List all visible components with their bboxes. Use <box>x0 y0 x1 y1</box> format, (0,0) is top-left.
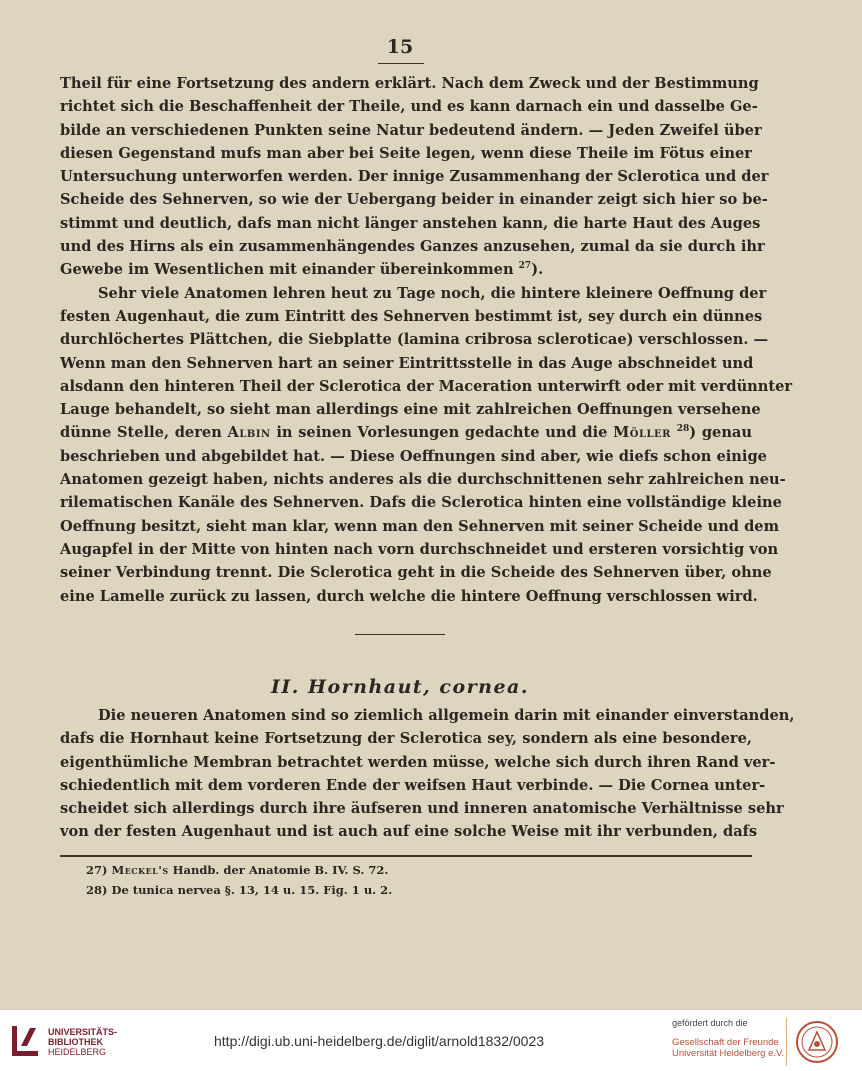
text-line: Oeffnung besitzt, sieht man klar, wenn man den Sehnerven mit seiner Scheide und dem <box>60 517 780 535</box>
text-line: Wenn man den Sehnerven hart an seiner Eintrittsstelle in das Auge abschneidet und <box>60 354 754 372</box>
text-line: und des Hirns als ein zusammenhängendes Ganzes anzusehen, zumal da sie durch ihr <box>60 238 765 256</box>
text-fragment: ). <box>531 261 544 279</box>
footnotes <box>86 860 392 900</box>
library-name: UNIVERSITÄTS- BIBLIOTHEK HEIDELBERG <box>48 1027 118 1057</box>
section-heading: II. Hornhaut, cornea. <box>271 676 529 698</box>
text-fragment: in seinen Vorlesungen gedachte und die <box>276 424 608 442</box>
text-line: eine Lamelle zurück zu lassen, durch welche die hintere Oeffnung verschlossen wird. <box>60 587 758 605</box>
text-line: Theil für eine Fortsetzung des andern erklärt. Nach dem Zweck und der Bestimmung <box>60 75 759 92</box>
text-line <box>60 421 752 444</box>
footer-divider <box>786 1018 787 1066</box>
text-line: dafs die Hornhaut keine Fortsetzung der Sclerotica sey, sondern als eine besondere, <box>60 730 752 748</box>
footnote-text: Handb. der Anatomie B. IV. S. 72. <box>172 863 389 877</box>
digitization-footer <box>0 1010 862 1071</box>
text-line: festen Augenhaut, die zum Eintritt des Sehnerven bestimmt ist, sey durch ein dünnes <box>60 307 763 325</box>
sponsor-name: Gesellschaft der Freunde Universität Heidelberg e.V. <box>672 1037 785 1059</box>
footnote-author: Meckel's <box>111 863 169 877</box>
page-number-rule <box>378 63 424 64</box>
text-line: alsdann den hinteren Theil der Sclerotica der Maceration unterwirft oder mit verdünnter <box>60 377 793 395</box>
text-line: eigenthümliche Membran betrachtet werden müsse, welche sich durch ihren Rand ver- <box>60 753 776 771</box>
text-line: richtet sich die Beschaffenheit der Theile, und es kann darnach ein und dasselbe Ge- <box>60 98 758 116</box>
footnote <box>86 860 392 880</box>
university-seal-icon <box>795 1020 839 1064</box>
page-number: 15 <box>386 36 414 58</box>
text-line: von der festen Augenhaut und ist auch auf eine solche Weise mit ihr verbunden, dafs <box>60 823 758 841</box>
text-line <box>60 258 752 281</box>
section-divider <box>355 634 445 635</box>
text-line: beschrieben und abgebildet hat. — Diese Oeffnungen sind aber, wie diefs schon einige <box>60 447 767 465</box>
text-line: seiner Verbindung trennt. Die Sclerotica geht in die Scheide des Sehnerven über, ohne <box>60 564 772 582</box>
footnote-number: 28) <box>86 883 108 897</box>
text-line: stimmt und deutlich, dafs man nicht länger anstehen kann, die harte Haut des Auges <box>60 214 761 232</box>
footnote-text: De tunica nervea §. 13, 14 u. 15. Fig. 1 u. 2. <box>111 883 393 897</box>
text-line: Anatomen gezeigt haben, nichts anderes als die durchschnittenen sehr zahlreichen neu- <box>60 471 786 489</box>
text-line: schiedentlich mit dem vorderen Ende der weifsen Haut verbinde. — Die Cornea unter- <box>60 776 766 794</box>
footnote-number: 27) <box>86 863 108 877</box>
text-fragment: dünne Stelle, deren <box>60 424 222 442</box>
text-fragment: ) genau <box>689 424 752 442</box>
text-line: scheidet sich allerdings durch ihre äufseren und inneren anatomische Verhältnisse sehr <box>60 800 784 818</box>
text-line: durchlöchertes Plättchen, die Siebplatte (lamina cribrosa scleroticae) verschlossen. — <box>60 331 769 349</box>
text-line: Scheide des Sehnerven, so wie der Uebergang beider in einander zeigt sich hier so be- <box>60 191 768 209</box>
library-logo-icon <box>10 1024 40 1058</box>
footnote-reference: 28 <box>676 424 690 435</box>
text-line: diesen Gegenstand mufs man aber bei Seite legen, wenn diese Theile im Fötus einer <box>60 144 752 162</box>
author-name-albin: Albin <box>227 424 271 442</box>
body-text-bottom <box>60 704 795 844</box>
footnote-divider <box>60 855 752 857</box>
text-line: Sehr viele Anatomen lehren heut zu Tage noch, die hintere kleinere Oeffnung der <box>98 284 767 302</box>
text-line: Augapfel in der Mitte von hinten nach vorn durchschneidet und ersteren vorsichtig von <box>60 540 779 558</box>
footnote <box>86 880 392 900</box>
author-name-moeller: Möller <box>613 424 671 442</box>
text-line: Die neueren Anatomen sind so ziemlich allgemein darin mit einander einverstanden, <box>98 707 795 724</box>
footnote-reference: 27 <box>518 261 532 272</box>
text-line: Lauge behandelt, so sieht man allerdings eine mit zahlreichen Oeffnungen versehene <box>60 401 761 419</box>
text-line: Untersuchung unterworfen werden. Der innige Zusammenhang der Sclerotica und der <box>60 168 769 186</box>
body-text-top <box>60 72 793 608</box>
sponsor-label: gefördert durch die <box>672 1018 748 1028</box>
permalink[interactable]: http://digi.ub.uni-heidelberg.de/diglit/arnold1832/0023 <box>214 1033 545 1049</box>
text-line: rilematischen Kanäle des Sehnerven. Dafs die Sclerotica hinten eine vollständige kleine <box>60 494 782 512</box>
text-fragment: Gewebe im Wesentlichen mit einander übereinkommen <box>60 261 514 279</box>
text-line: bilde an verschiedenen Punkten seine Natur bedeutend ändern. — Jeden Zweifel über <box>60 121 762 139</box>
